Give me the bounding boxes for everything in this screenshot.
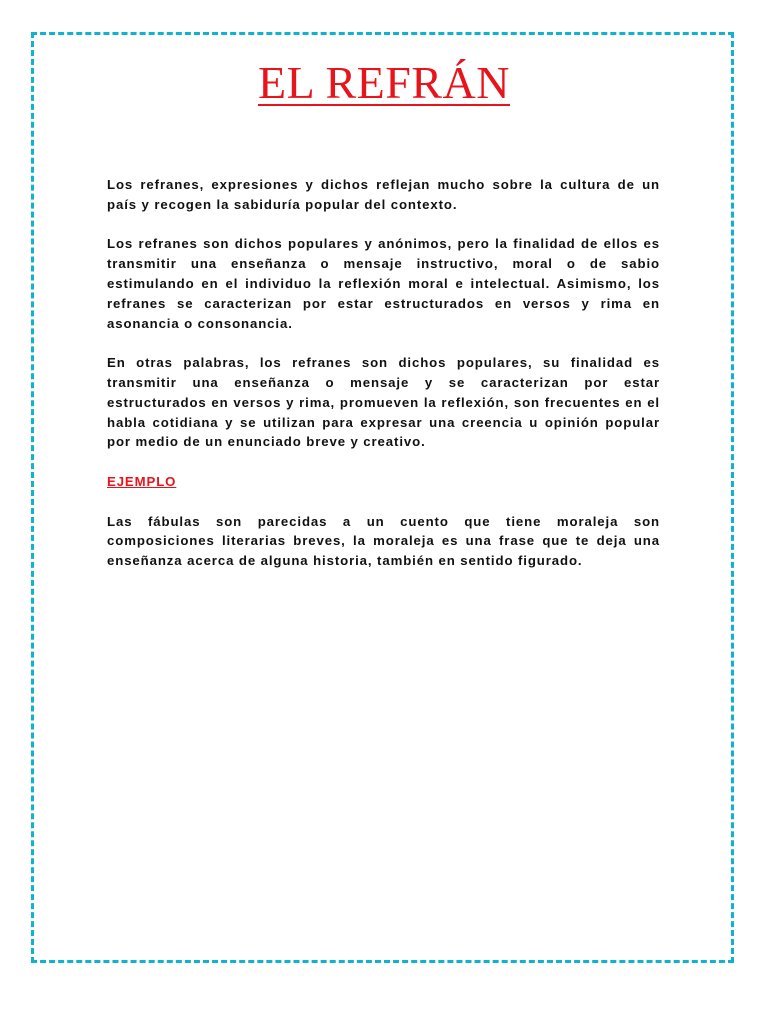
- paragraph-summary: En otras palabras, los refranes son dichos populares, su finalidad es transmitir una enseñanza o mensaje y se caracterizan por estar estructurados en versos y rima, promueven la reflexión, son frecuentes en el habla cotidiana y se utilizan para expresar una creencia u opinión popular por medio de un enunciado breve y creativo.: [107, 355, 660, 450]
- example-heading: EJEMPLO: [107, 473, 177, 489]
- document-body: [107, 175, 660, 591]
- page-title: EL REFRÁN: [258, 57, 510, 108]
- paragraph-definition: Los refranes son dichos populares y anónimos, pero la finalidad de ellos es transmitir una enseñanza o mensaje instructivo, moral o de sabio estimulando en el individuo la reflexión moral e intelectual. Asimismo, los refranes se caracterizan por estar estructurados en versos y rima en asonancia o consonancia.: [107, 236, 660, 331]
- example-text: Las fábulas son parecidas a un cuento que tiene moraleja son composiciones literarias breves, la moraleja es una frase que te deja una enseñanza acerca de alguna historia, también en sentido figurado.: [107, 513, 660, 569]
- paragraph-intro: Los refranes, expresiones y dichos reflejan mucho sobre la cultura de un país y recogen la sabiduría popular del contexto.: [107, 177, 660, 212]
